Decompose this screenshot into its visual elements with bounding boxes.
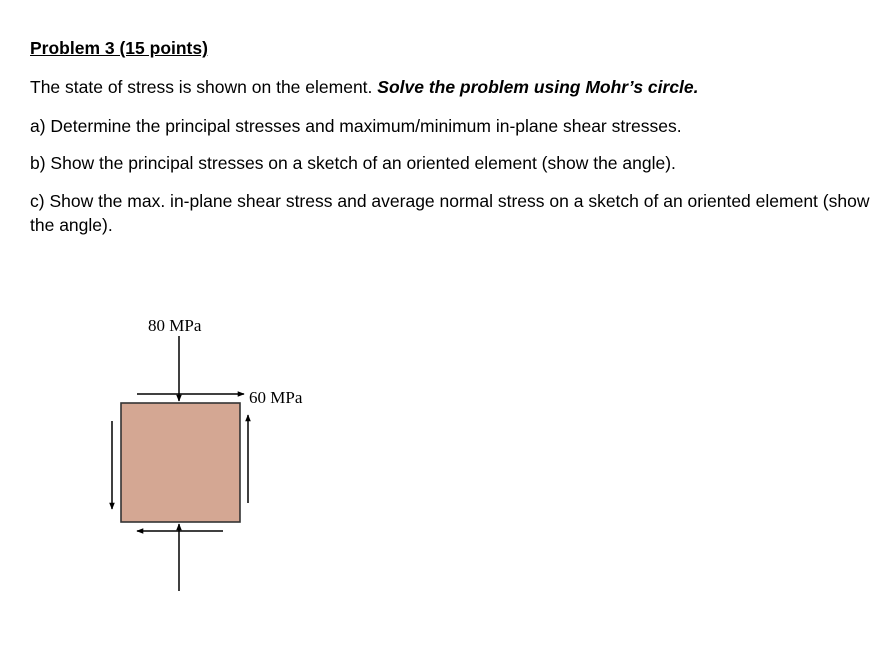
part-a: a) Determine the principal stresses and maximum/minimum in-plane shear stresses. [30, 116, 682, 136]
part-b: b) Show the principal stresses on a sketch of an oriented element (show the angle). [30, 153, 676, 173]
part-c: c) Show the max. in-plane shear stress and average normal stress on a sketch of an oriented element (show the angle). [30, 191, 870, 235]
intro-emphasis: Solve the problem using Mohr’s circle. [377, 77, 699, 97]
normal-stress-label: 80 MPa [148, 316, 202, 335]
problem-title: Problem 3 (15 points) [30, 38, 208, 58]
stress-element [121, 403, 240, 522]
intro-text: The state of stress is shown on the element. [30, 77, 378, 97]
shear-stress-label: 60 MPa [249, 388, 303, 407]
